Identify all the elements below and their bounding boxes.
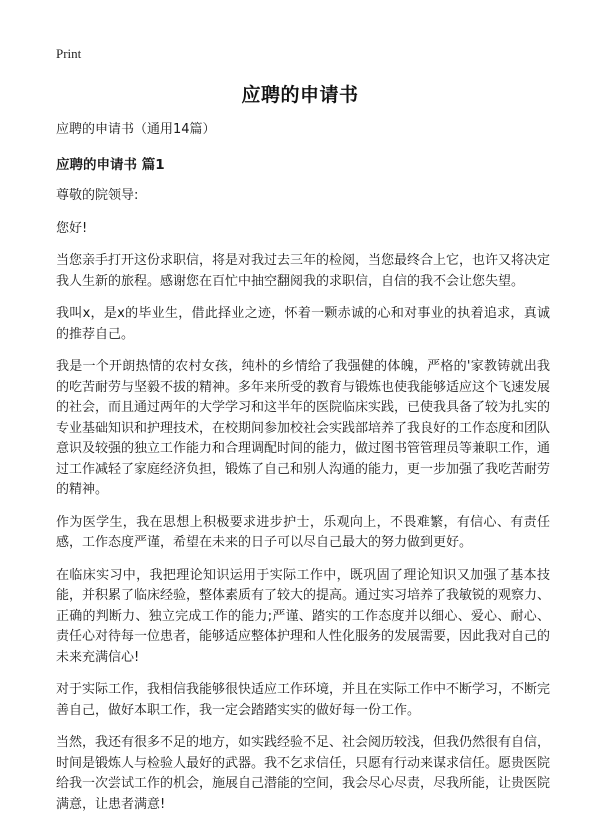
document-body [56,120,550,827]
body-paragraph: 我是一个开朗热情的农村女孩，纯朴的乡情给了我强健的体魄，严格的'家教铸就出我的吃苦耐劳与坚毅不拔的精神。多年来所受的教育与锻炼也使我能够适应这个飞速发展的社会，而且通过两年的大学学习和这半年的医院临床实践，已使我具备了较为扎实的专业基础知识和护理技术，在校期间参加校社会实践部培养了我良好的工作态度和团队意识及较强的独立工作能力和合理调配时间的能力，做过图书管管理员等兼职工作，通过工作减轻了家庭经济负担，锻炼了自己和别人沟通的能力，更一步加强了我吃苦耐劳的精神。 [56,359,551,497]
body-paragraph: 作为医学生，我在思想上积极要求进步护士，乐观向上，不畏难繁，有信心、有责任感，工作态度严谨，希望在未来的日子可以尽自己最大的努力做到更好。 [56,514,550,550]
page-title: 应聘的申请书 [241,84,359,106]
body-paragraph: 在临床实习中，我把理论知识运用于实际工作中，既巩固了理论知识又加强了基本技能，并积累了临床经验，整体素质有了较大的提高。通过实习培养了我敏锐的观察力、正确的判断力、独立完成工作的能力;严谨、踏实的工作态度并以细心、爱心、耐心、责任心对待每一位患者，能够适应整体护理和人性化服务的发展需要，因此我对自己的未来充满信心! [56,567,551,665]
document-subtitle: 应聘的申请书（通用14篇） [56,122,216,137]
body-paragraph: 当您亲手打开这份求职信，将是对我过去三年的检阅，当您最终合上它，也许又将决定我人生新的旅程。感谢您在百忙中抽空翻阅我的求职信，自信的我不会让您失望。 [56,253,551,289]
body-paragraph: 对于实际工作，我相信我能够很快适应工作环境，并且在实际工作中不断学习，不断完善自己，做好本职工作，我一定会踏踏实实的做好每一份工作。 [56,682,551,718]
section-heading: 应聘的申请书 篇1 [56,156,165,173]
print-label: Print [56,46,82,61]
body-paragraph: 我叫x，是x的毕业生，借此择业之迹，怀着一颗赤诚的心和对事业的执着追求，真诚的推荐自己。 [56,306,550,342]
greeting: 您好! [56,220,88,236]
body-paragraph: 当然，我还有很多不足的地方，如实践经验不足、社会阅历较浅，但我仍然很有自信，时间是锻炼人与检验人最好的武器。我不乞求信任，只愿有行动来谋求信任。愿贵医院给我一次尝试工作的机会，施展自己潜能的空间，我会尽心尽责，尽我所能，让贵医院满意，让患者满意! [56,735,551,812]
salutation: 尊敬的院领导: [56,188,139,203]
